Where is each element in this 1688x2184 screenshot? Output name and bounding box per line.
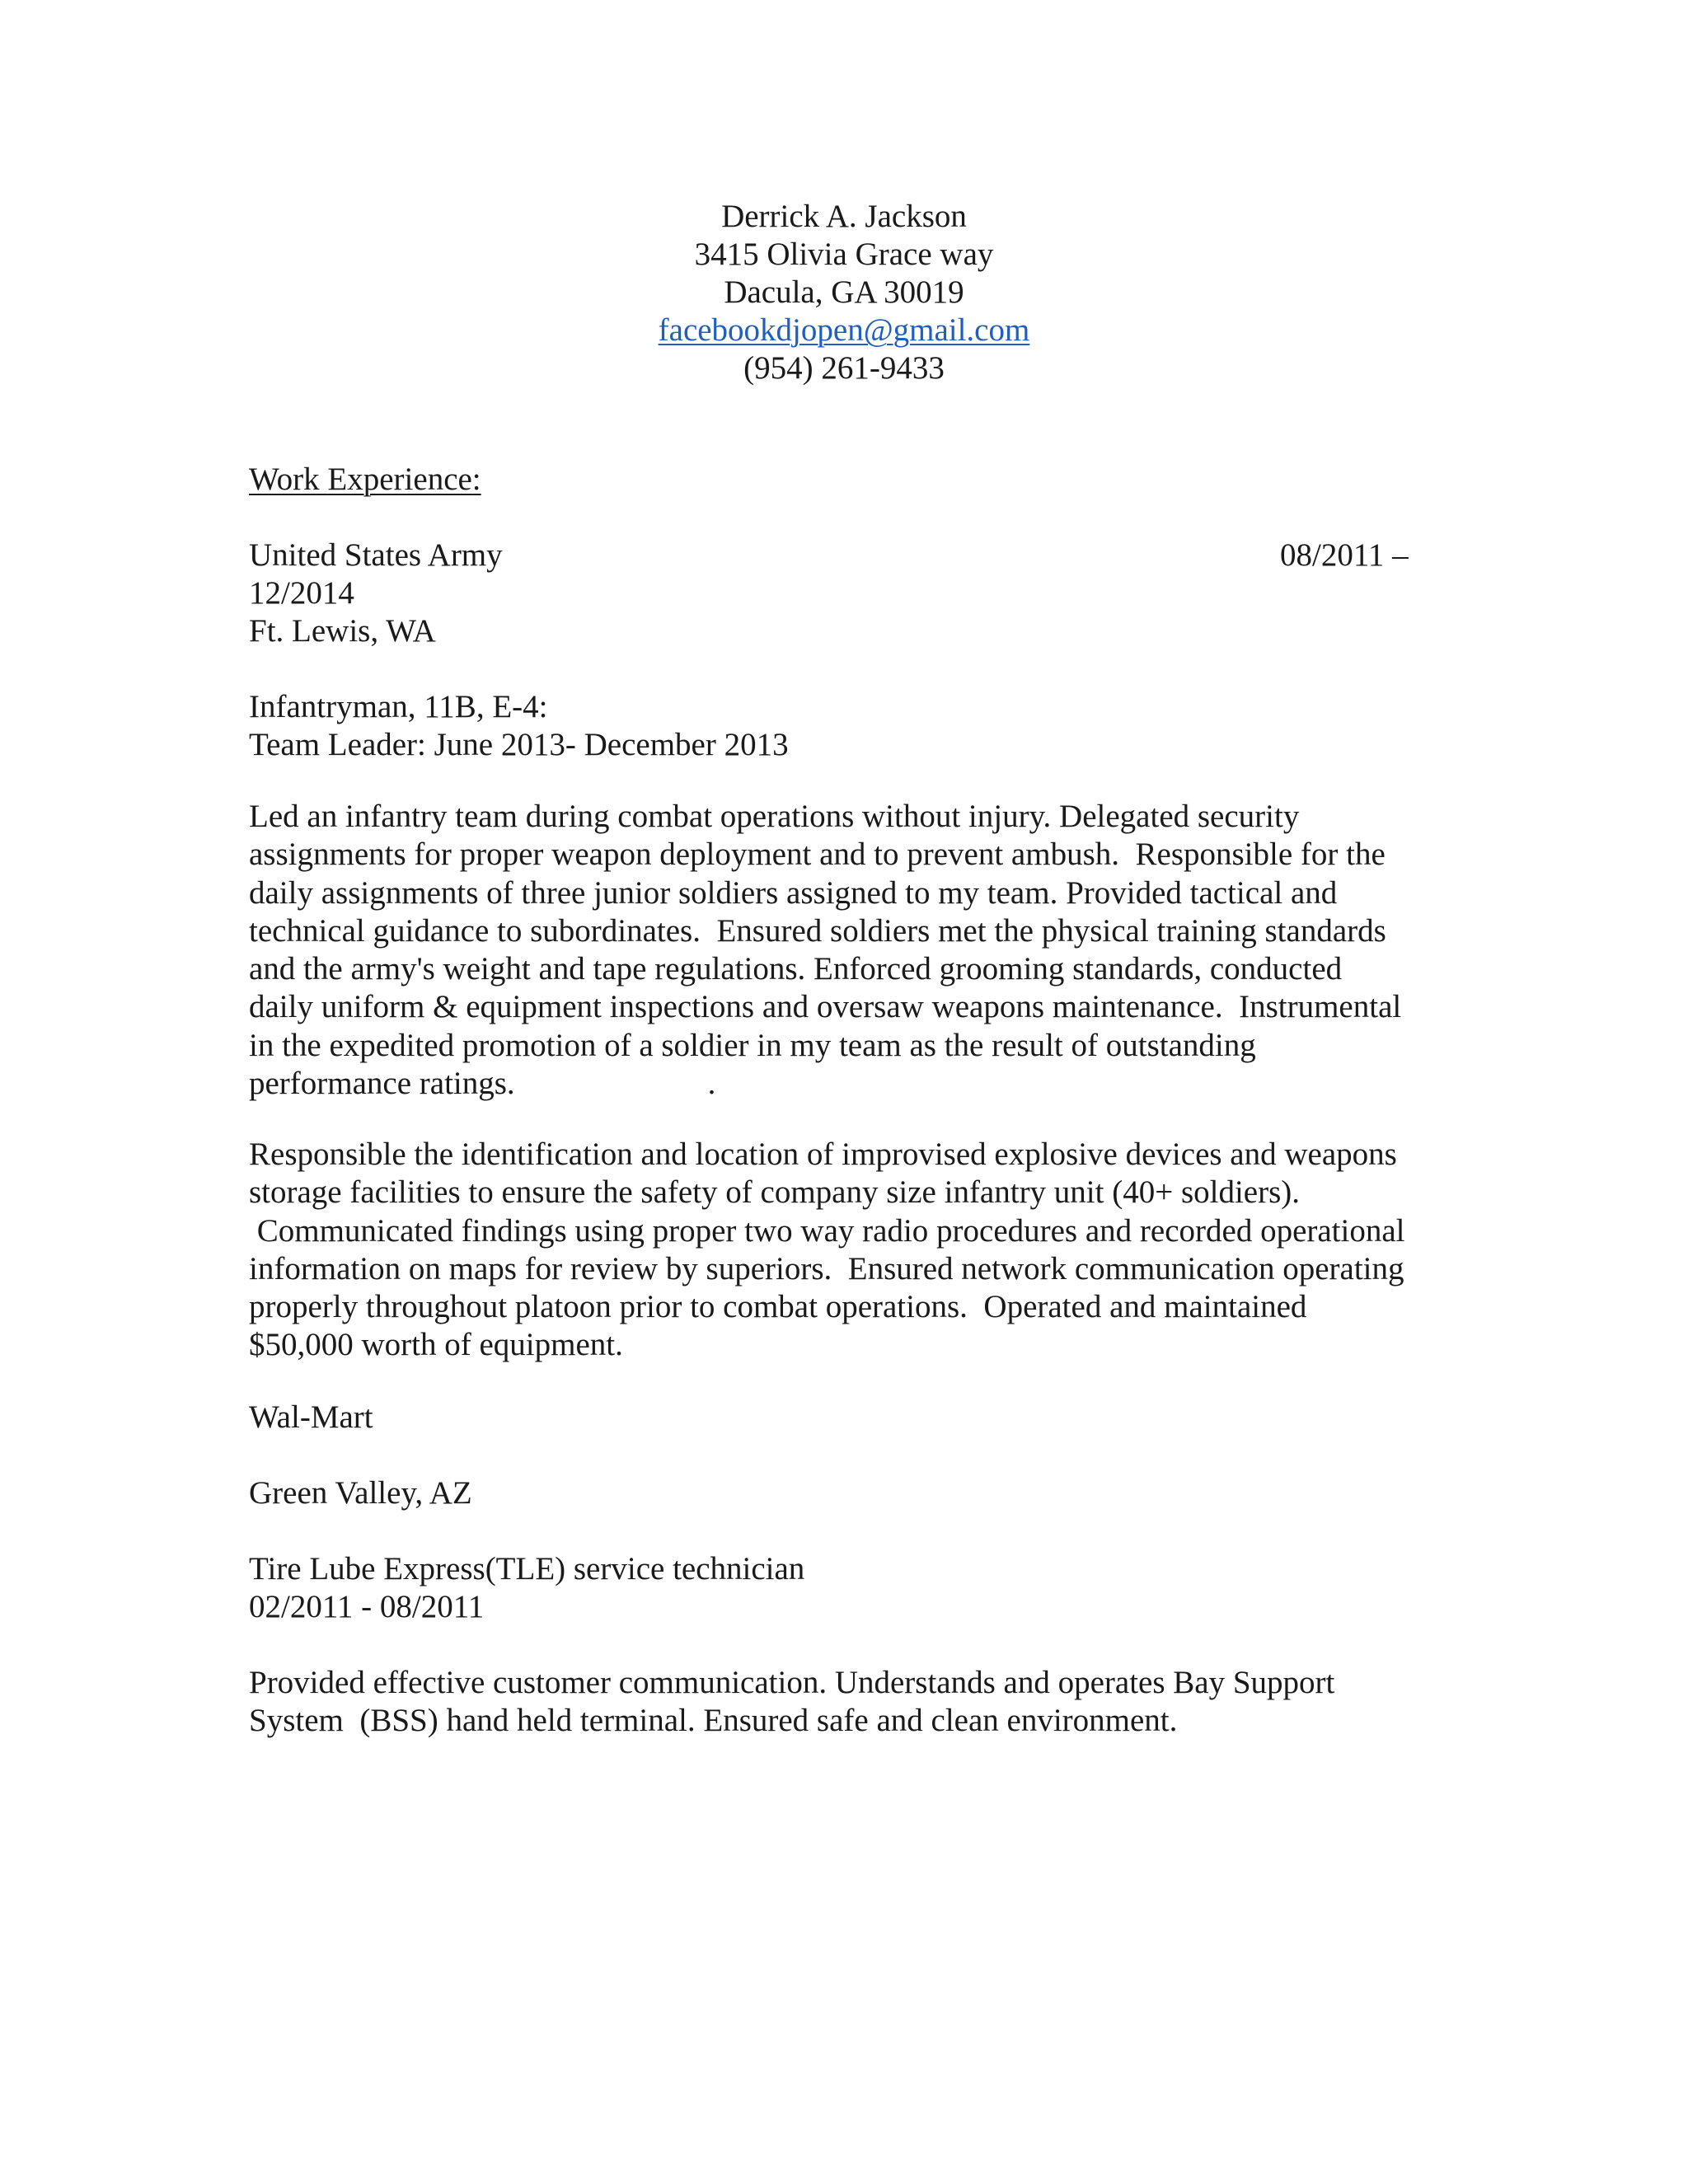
job2-role: Tire Lube Express(TLE) service technician [249,1551,805,1586]
job2-location: Green Valley, AZ [249,1475,472,1511]
paragraph-line: properly throughout platoon prior to combat operations. Operated and maintained [249,1289,1307,1325]
address-line-2: Dacula, GA 30019 [724,274,964,310]
job2-dates: 02/2011 - 08/2011 [249,1589,485,1624]
paragraph-line: System (BSS) hand held terminal. Ensured safe and clean environment. [249,1703,1178,1739]
email-link[interactable]: facebookdjopen@gmail.com [658,312,1030,348]
paragraph-line: in the expedited promotion of a soldier in my team as the result of outstanding [249,1027,1256,1063]
paragraph-line: storage facilities to ensure the safety of company size infantry unit (40+ soldiers). [249,1174,1301,1211]
paragraph-line: and the army's weight and tape regulations. Enforced grooming standards, conducted [249,951,1343,987]
job1-paragraph-1 [249,798,1452,1103]
paragraph-line: Provided effective customer communication. Understands and operates Bay Support [249,1665,1335,1700]
job1-date-start: 08/2011 – [1280,537,1409,573]
paragraph-line: $50,000 worth of equipment. [249,1327,623,1363]
job1-date-end: 12/2014 [249,575,354,611]
job1-paragraph-2 [249,1136,1452,1365]
paragraph-line: performance ratings. . [249,1066,716,1102]
job2-employer: Wal-Mart [249,1399,373,1435]
applicant-name: Derrick A. Jackson [721,199,967,234]
paragraph-line: technical guidance to subordinates. Ensured soldiers met the physical training standards [249,912,1386,949]
job1-employer: United States Army [249,537,503,573]
section-title-work-experience: Work Experience: [249,462,481,497]
paragraph-line: information on maps for review by superiors. Ensured network communication operating [249,1250,1404,1286]
paragraph-line: Communicated findings using proper two way radio procedures and recorded operational [249,1212,1405,1249]
email-line [0,312,1688,349]
job2-paragraph [249,1664,1452,1741]
job1-role: Infantryman, 11B, E-4: [249,689,548,724]
paragraph-line: Responsible the identification and location of improvised explosive devices and weapons [249,1137,1397,1172]
paragraph-line: assignments for proper weapon deployment and to prevent ambush. Responsible for the [249,837,1386,873]
job1-team-leader: Team Leader: June 2013- December 2013 [249,727,789,762]
paragraph-line: daily uniform & equipment inspections and oversaw weapons maintenance. Instrumental [249,989,1402,1025]
address-line-1: 3415 Olivia Grace way [694,237,994,272]
paragraph-line: Led an infantry team during combat operations without injury. Delegated security [249,799,1300,834]
job1-location: Ft. Lewis, WA [249,613,436,649]
phone-number: (954) 261-9433 [743,350,945,386]
paragraph-line: daily assignments of three junior soldiers assigned to my team. Provided tactical and [249,874,1338,911]
